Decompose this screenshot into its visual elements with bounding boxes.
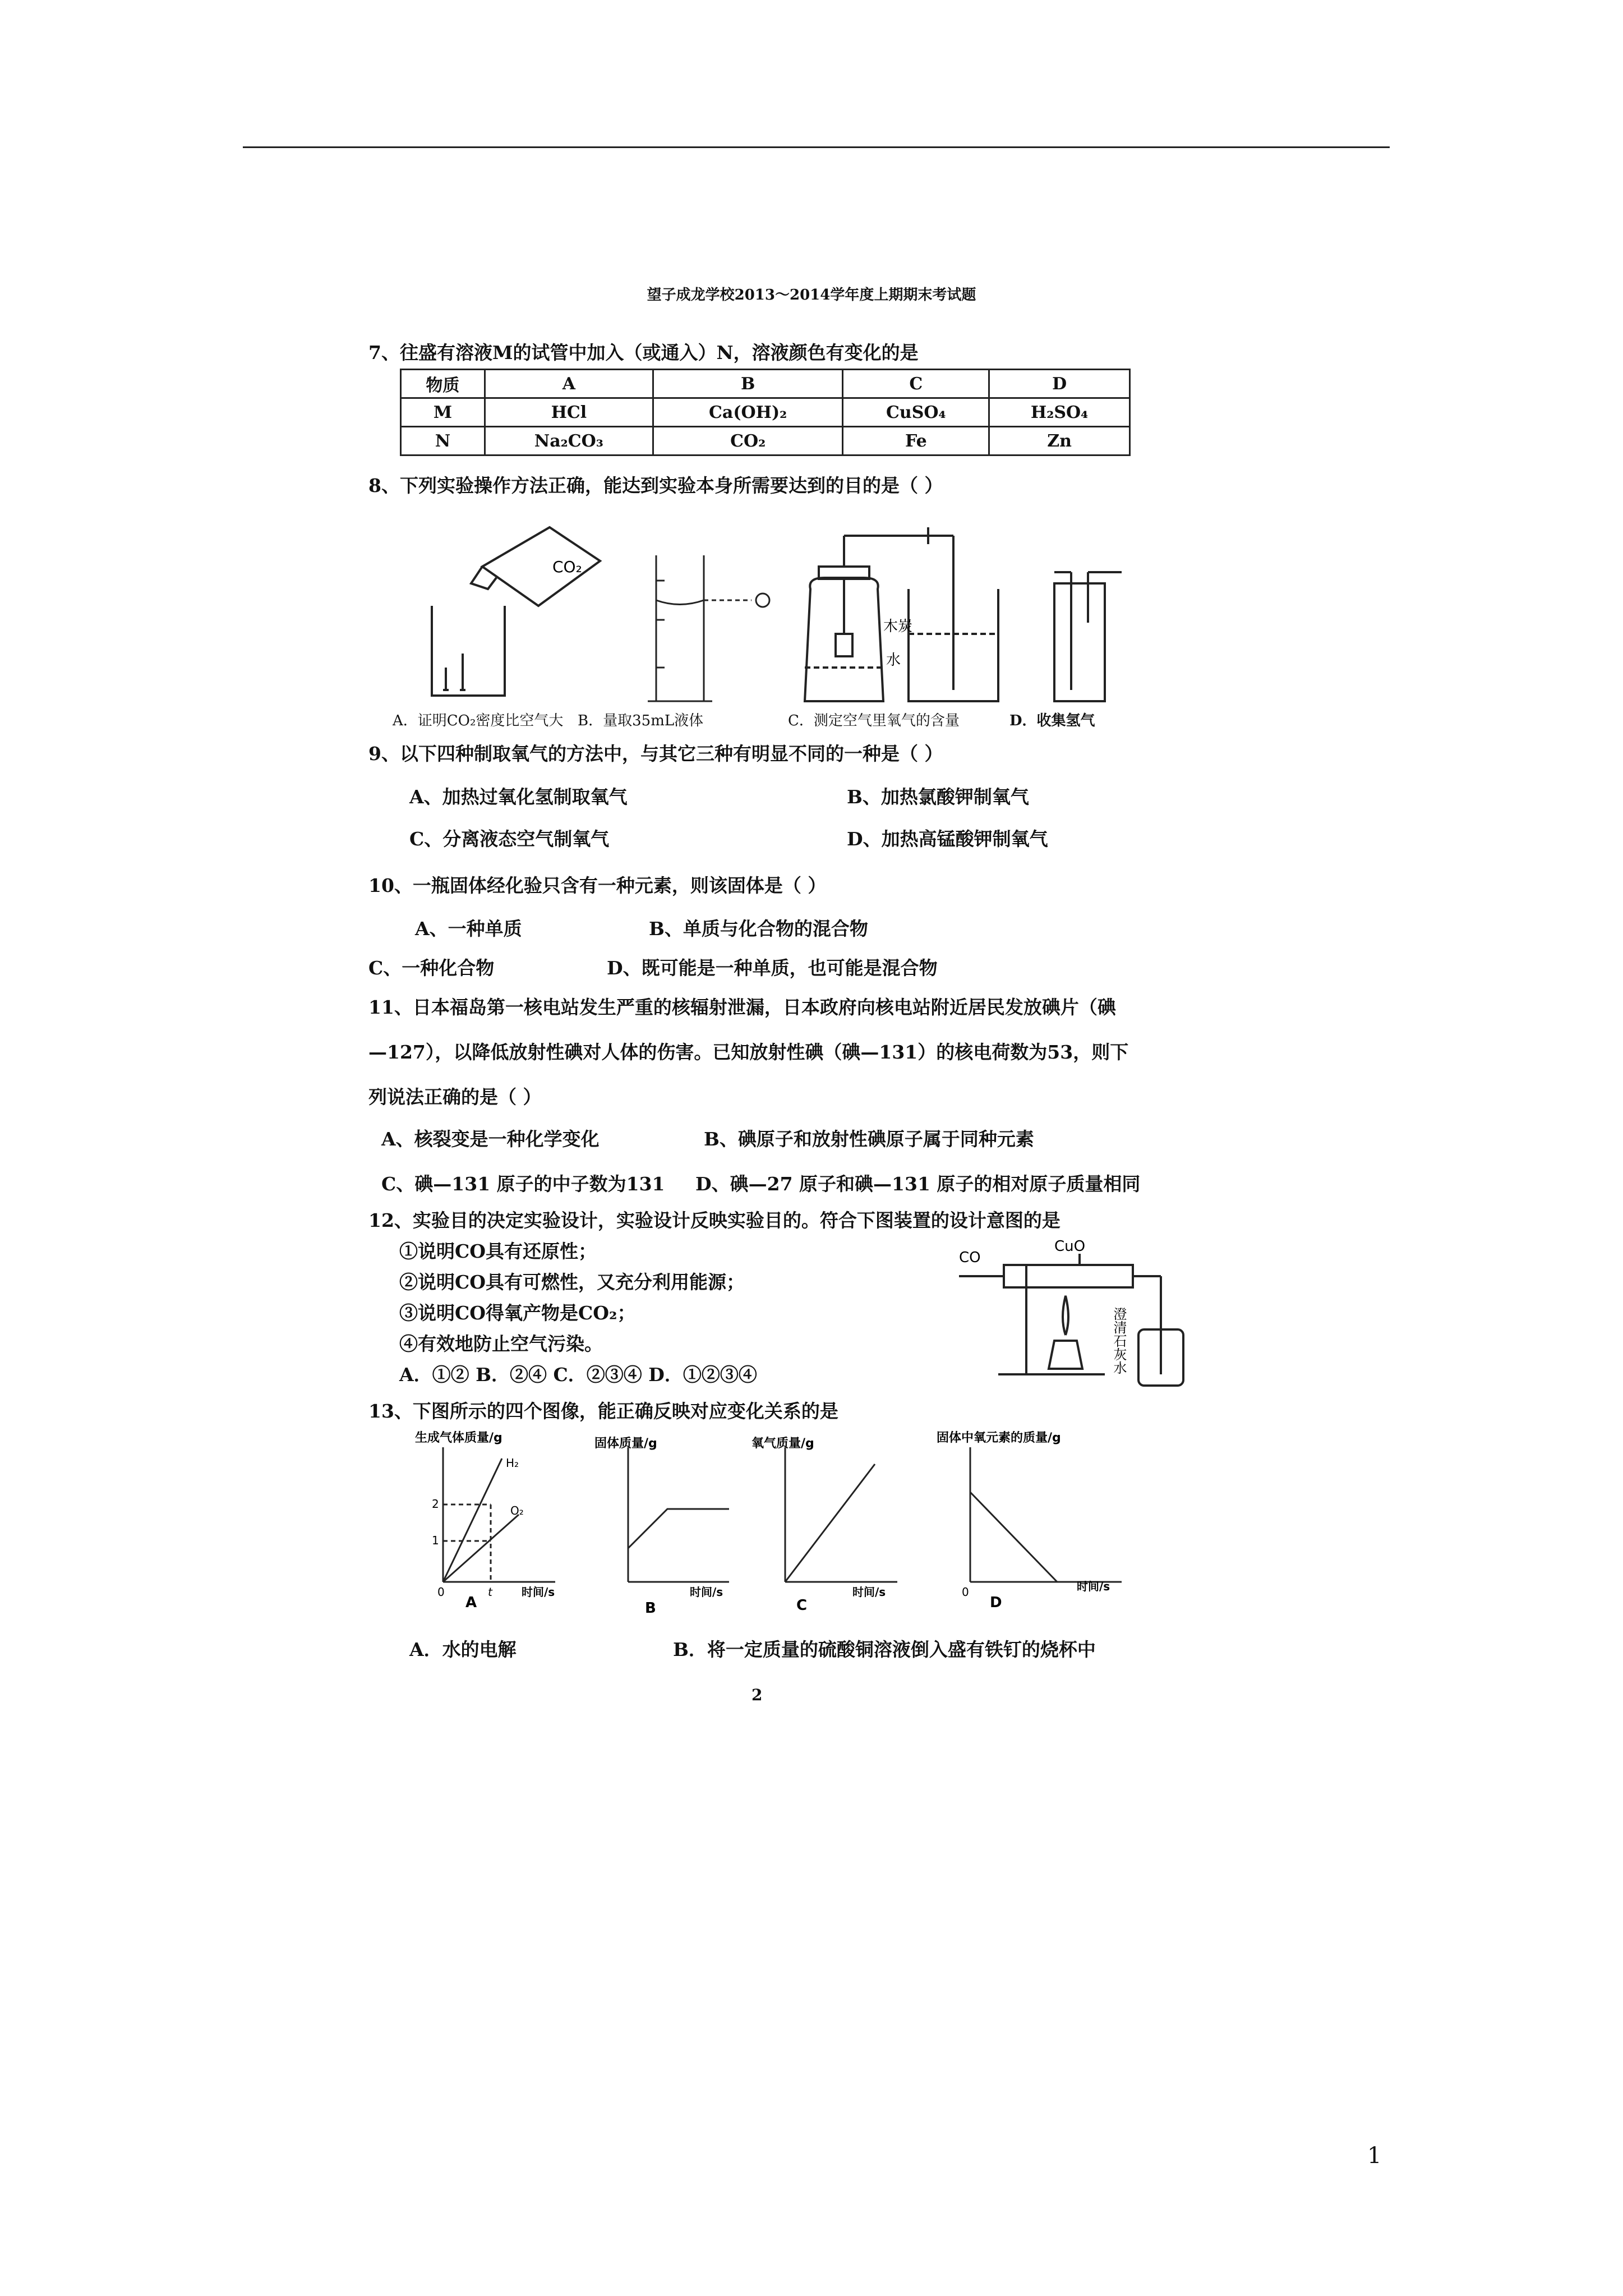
table-cell: CO₂ xyxy=(653,427,843,455)
q12-item-3: ③说明CO得氧产物是CO₂； xyxy=(399,1302,636,1324)
gas-collection-bottle-icon xyxy=(1054,572,1122,701)
graph-d-xlabel: 时间/s xyxy=(1077,1580,1110,1593)
table-row xyxy=(401,398,1130,427)
q10-option-d: D、既可能是一种单质，也可能是混合物 xyxy=(607,957,938,979)
graph-d xyxy=(937,1430,1122,1611)
exam-title: 望子成龙学校2013～2014学年度上期期末考试题 xyxy=(647,287,976,303)
limewater-label: 澄清石灰水 xyxy=(1111,1307,1127,1374)
graduated-cylinder-icon xyxy=(648,555,769,701)
q10-option-c: C、一种化合物 xyxy=(368,957,495,979)
question-11-line-1: 11、日本福岛第一核电站发生严重的核辐射泄漏，日本政府向核电站附近居民发放碘片（碘 xyxy=(368,996,1116,1018)
question-7-table xyxy=(400,369,1131,456)
q11-option-c: C、碘—131 原子的中子数为131 xyxy=(381,1173,665,1195)
table-cell: CuSO₄ xyxy=(843,398,989,427)
q12-apparatus-svg xyxy=(953,1234,1189,1402)
table-header-row xyxy=(401,370,1130,398)
table-cell: 物质 xyxy=(401,370,485,398)
graph-a-tick-2: 2 xyxy=(432,1497,439,1511)
table-cell: Ca(OH)₂ xyxy=(653,398,843,427)
q12-item-2: ②说明CO具有可燃性，又充分利用能源； xyxy=(399,1271,745,1293)
graph-a-origin: 0 xyxy=(437,1585,445,1599)
question-13: 13、下图所示的四个图像，能正确反映对应变化关系的是 xyxy=(368,1400,838,1422)
q12-apparatus-figure xyxy=(953,1234,1189,1402)
q11-option-b: B、碘原子和放射性碘原子属于同种元素 xyxy=(704,1128,1034,1150)
q12-options: A．①② B．②④ C．②③④ D．①②③④ xyxy=(399,1364,757,1386)
graph-d-letter: D xyxy=(990,1594,1002,1611)
table-cell: D xyxy=(989,370,1130,398)
cuo-label: CuO xyxy=(1054,1238,1086,1255)
q9-option-b: B、加热氯酸钾制氧气 xyxy=(847,786,1029,808)
graph-a-ylabel: 生成气体质量/g xyxy=(415,1431,502,1445)
question-11-line-3: 列说法正确的是（ ） xyxy=(368,1086,542,1108)
q9-option-d: D、加热高锰酸钾制氧气 xyxy=(847,828,1048,850)
table-cell: M xyxy=(401,398,485,427)
q8-caption-b: B．量取35mL液体 xyxy=(578,712,704,729)
q12-item-4: ④有效地防止空气污染。 xyxy=(399,1333,603,1355)
table-cell: C xyxy=(843,370,989,398)
table-cell: Zn xyxy=(989,427,1130,455)
graph-b xyxy=(594,1436,729,1617)
page-number-middle: 2 xyxy=(751,1686,763,1704)
top-rule xyxy=(243,146,1390,148)
q13-answer-a: A．水的电解 xyxy=(409,1639,517,1660)
graph-b-ylabel: 固体质量/g xyxy=(594,1437,657,1451)
graph-b-letter: B xyxy=(645,1600,656,1617)
q9-option-a: A、加热过氧化氢制取氧气 xyxy=(409,786,628,808)
graph-a-axes xyxy=(443,1447,555,1582)
graph-d-ylabel: 固体中氧元素的质量/g xyxy=(937,1431,1061,1445)
table-cell: Fe xyxy=(843,427,989,455)
graph-a-h2-label: H₂ xyxy=(506,1456,519,1470)
table-cell: HCl xyxy=(485,398,653,427)
co-label: CO xyxy=(959,1249,981,1266)
graph-b-axes xyxy=(628,1447,729,1582)
graph-c-ylabel: 氧气质量/g xyxy=(751,1437,814,1451)
q8-apparatus-svg xyxy=(393,522,1178,735)
question-8: 8、下列实验操作方法正确，能达到实验本身所需要达到的目的是（ ） xyxy=(368,475,943,496)
graph-d-origin: 0 xyxy=(962,1585,969,1599)
q8-caption-a: A．证明CO₂密度比空气大 xyxy=(393,712,564,729)
q10-option-b: B、单质与化合物的混合物 xyxy=(649,918,868,940)
question-7: 7、往盛有溶液M的试管中加入（或通入）N，溶液颜色有变化的是 xyxy=(368,342,919,364)
graph-d-axes xyxy=(970,1447,1122,1582)
q13-answer-b: B．将一定质量的硫酸铜溶液倒入盛有铁钉的烧杯中 xyxy=(673,1639,1096,1660)
water-label: 水 xyxy=(886,652,901,669)
graph-a xyxy=(415,1430,555,1611)
graph-a-xlabel: 时间/s xyxy=(522,1585,555,1599)
q9-option-c: C、分离液态空气制氧气 xyxy=(409,828,610,850)
graph-a-o2-label: O₂ xyxy=(510,1504,524,1517)
q11-option-d: D、碘—27 原子和碘—131 原子的相对原子质量相同 xyxy=(695,1173,1141,1195)
q8-apparatus-figure xyxy=(393,522,1178,735)
table-row xyxy=(401,427,1130,455)
question-10: 10、一瓶固体经化验只含有一种元素，则该固体是（ ） xyxy=(368,875,827,896)
q12-item-1: ①说明CO具有还原性； xyxy=(399,1240,597,1262)
graph-c-letter: C xyxy=(796,1597,808,1614)
table-cell: A xyxy=(485,370,653,398)
table-cell: N xyxy=(401,427,485,455)
q10-option-a: A、一种单质 xyxy=(415,918,522,940)
graph-c-xlabel: 时间/s xyxy=(852,1585,886,1599)
beaker-candles-icon xyxy=(432,606,505,696)
graph-a-tick-1: 1 xyxy=(432,1534,439,1547)
question-12: 12、实验目的决定实验设计，实验设计反映实验目的。符合下图装置的设计意图的是 xyxy=(368,1209,1061,1231)
graph-b-xlabel: 时间/s xyxy=(690,1585,723,1599)
q8-caption-c: C．测定空气里氧气的含量 xyxy=(788,712,960,729)
q11-option-a: A、核裂变是一种化学变化 xyxy=(381,1128,600,1150)
graph-a-t: t xyxy=(488,1585,492,1599)
q8-caption-d: D．收集氢气 xyxy=(1009,712,1095,729)
table-cell: B xyxy=(653,370,843,398)
charcoal-label: 木炭 xyxy=(883,618,913,635)
table-cell: Na₂CO₃ xyxy=(485,427,653,455)
graph-a-letter: A xyxy=(465,1594,477,1611)
q13-graphs-svg xyxy=(370,1425,1144,1627)
reduction-tube-apparatus-icon xyxy=(959,1254,1183,1386)
table-cell: H₂SO₄ xyxy=(989,398,1130,427)
co2-label: CO₂ xyxy=(552,558,582,576)
question-9: 9、以下四种制取氧气的方法中，与其它三种有明显不同的一种是（ ） xyxy=(368,743,943,765)
graph-c xyxy=(751,1436,897,1614)
question-11-line-2: —127），以降低放射性碘对人体的伤害。已知放射性碘（碘—131）的核电荷数为53，则下 xyxy=(368,1041,1129,1063)
graph-c-axes xyxy=(785,1447,897,1582)
page-number-bottom: 1 xyxy=(1367,2143,1382,2169)
q13-graphs-figure xyxy=(370,1425,1144,1627)
gas-jar-beaker-icon xyxy=(805,527,998,701)
